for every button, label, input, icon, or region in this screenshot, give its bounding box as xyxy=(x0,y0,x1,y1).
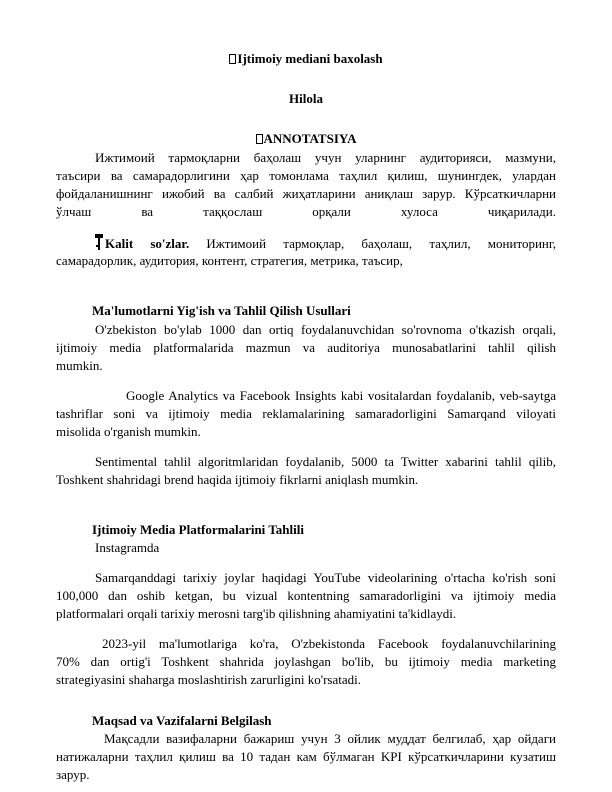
keywords-line: самарадорлик, аудитория, контент, стратегия, метрика, таъсир, xyxy=(56,253,403,268)
keywords-label: Kalit so'zlar. xyxy=(95,236,189,251)
paragraph-line: зарур. xyxy=(56,767,90,782)
paragraph-line: 2023-yil ma'lumotlariga ko'ra, O'zbekistonda Facebook foydalanuvchilarining xyxy=(102,636,556,651)
paragraph-line: platformalari orqali tarixiy merosni targ'ib qilishning ahamiyatini ta'kidlaydi. xyxy=(56,606,457,621)
paragraph-line: Google Analytics va Facebook Insights kabi vositalardan foydalanib, veb-saytga xyxy=(126,388,556,403)
annotation-line: ўлчаш ва таққослаш орқали хулоса чиқарилади. xyxy=(56,204,556,219)
section-heading: Ijtimoiy Media Platformalarini Tahlili xyxy=(92,522,304,537)
author-name: Hilola xyxy=(289,91,323,106)
paragraph-line: 100,000 dan oshib ketgan, bu vizual kontentning samaradorligini va ijtimoiy media xyxy=(56,588,556,603)
annotation-line: фойдаланишнинг ижобий ва салбий жиҳатларини аниқлаш зарур. Кўрсаткичларни xyxy=(56,186,556,201)
annotation-heading xyxy=(0,130,612,147)
missing-glyph-icon xyxy=(229,54,236,64)
document-title-text: Ijtimoiy mediani baxolash xyxy=(237,51,383,66)
paragraph-line: misolida o'rganish mumkin. xyxy=(56,424,201,439)
paragraph-line: Мақсадли вазифаларни бажариш учун 3 ойлик муддат белгилаб, ҳар ойдаги xyxy=(104,731,556,746)
paragraph-line: Sentimental tahlil algoritmlaridan foydalanib, 5000 ta Twitter xabarini tahlil qilib, xyxy=(95,454,556,469)
paragraph-line: натижаларни таҳлил қилиш ва 10 тадан кам бўлмаган KPI кўрсаткичларини кузатиш xyxy=(56,749,556,764)
paragraph-line: ijtimoiy media platformalarida mazmun va auditoriya munosabatlarini tahlil qilish xyxy=(56,340,556,355)
paragraph-line: mumkin. xyxy=(56,358,103,373)
paragraph-line: 70% dan ortig'i Toshkent shahrida joylashgan bo'lib, bu ijtimoiy media marketing xyxy=(56,654,556,669)
annotation-line: Ижтимоий тармоқларни баҳолаш учун уларнинг аудиторияси, мазмуни, xyxy=(95,150,556,165)
key-icon xyxy=(95,234,103,250)
paragraph-line: O'zbekiston bo'ylab 1000 dan ortiq foydalanuvchidan so'rovnoma o'tkazish orqali, xyxy=(95,322,556,337)
annotation-heading-text: ANNOTATSIYA xyxy=(263,131,357,146)
document-title xyxy=(0,50,612,67)
section-heading: Ma'lumotlarni Yig'ish va Tahlil Qilish Usullari xyxy=(92,303,351,318)
paragraph-line: strategiyasini shaharga moslashtirish zarurligini ko'rsatadi. xyxy=(56,672,362,687)
missing-glyph-icon xyxy=(256,134,263,144)
paragraph-line: tashriflar soni va ijtimoiy media reklamalarining samaradorligini Samarqand viloyati xyxy=(56,406,556,421)
section-heading: Maqsad va Vazifalarni Belgilash xyxy=(92,713,272,728)
annotation-line: таъсири ва самарадорлигини ҳар томонлама таҳлил қилиш, шунингдек, улардан xyxy=(56,168,556,183)
section-subheading: Instagramda xyxy=(95,540,160,555)
paragraph-line: Toshkent shahridagi brend haqida ijtimoiy fikrlarni aniqlash mumkin. xyxy=(56,472,419,487)
keywords-line xyxy=(95,234,556,252)
paragraph-line: Samarqanddagi tarixiy joylar haqidagi YouTube videolarining o'rtacha ko'rish soni xyxy=(95,570,556,585)
keywords-list: Ижтимоий тармоқлар, баҳолаш, таҳлил, мониторинг, xyxy=(206,236,556,251)
